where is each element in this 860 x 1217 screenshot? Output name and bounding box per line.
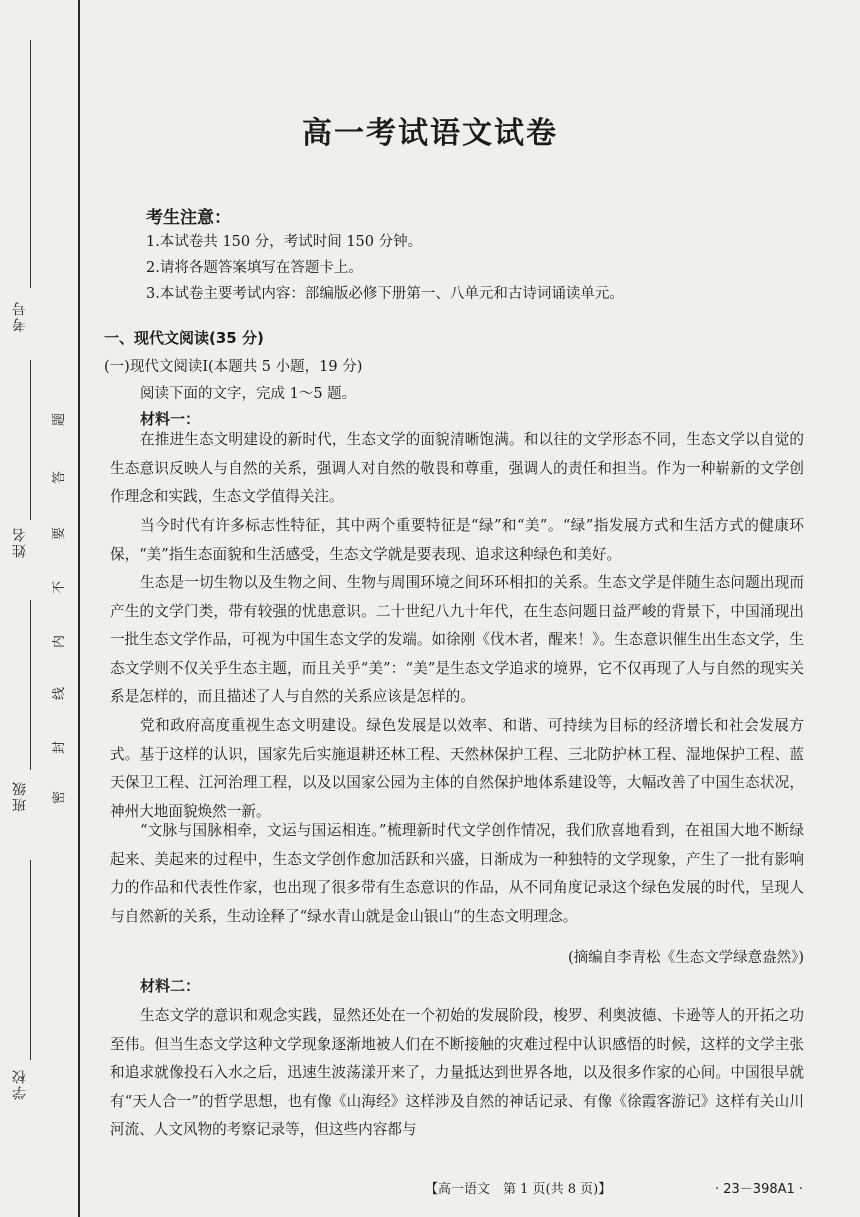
- seal-char: 内: [52, 634, 68, 649]
- exam-number-label: 考号: [12, 300, 28, 332]
- binding-line: [78, 0, 80, 1217]
- material-one-paragraph: 在推进生态文明建设的新时代，生态文学的面貌清晰饱满。和以往的文学形态不同，生态文学以自觉的生态意识反映人与自然的关系，强调人对自然的敬畏和尊重，强调人的责任和担当。作为一种崭新的文学创作理念和实践，生态文学值得关注。: [110, 431, 804, 505]
- seal-char: 封: [52, 740, 68, 755]
- sub-section-heading: (一)现代文阅读Ⅰ(本题共 5 小题，19 分): [104, 359, 363, 375]
- seal-char: 不: [52, 580, 68, 595]
- material-one-paragraph: 党和政府高度重视生态文明建设。绿色发展是以效率、和谐、可持续为目标的经济增长和社会发展方式。基于这样的认识，国家先后实施退耕还林工程、天然林保护工程、三北防护林工程、湿地保护工程、蓝天保卫工程、江河治理工程，以及以国家公园为主体的自然保护地体系建设等，大幅改善了中国生态状况，神州大地面貌焕然一新。: [110, 717, 804, 820]
- seal-char: 线: [52, 686, 68, 701]
- material-one-heading: 材料一：: [140, 410, 201, 428]
- class-line: [30, 600, 31, 770]
- material-one-source: (摘编自李青松《生态文学绿意盎然》): [567, 950, 804, 966]
- notice-item: 3.本试卷主要考试内容：部编版必修下册第一、八单元和古诗词诵读单元。: [146, 286, 624, 302]
- notice-item: 1.本试卷共 150 分，考试时间 150 分钟。: [146, 234, 423, 250]
- name-label: 姓名: [12, 526, 28, 558]
- material-one-paragraph: 当今时代有许多标志性特征，其中两个重要特征是“绿”和“美”。“绿”指发展方式和生活方式的健康环保，“美”指生态面貌和生活感受，生态文学就是要表现、追求这种绿色和美好。: [110, 517, 804, 563]
- material-one-paragraph: 生态是一切生物以及生物之间、生物与周围环境之间环环相扣的关系。生态文学是伴随生态问题出现而产生的文学门类，带有较强的忧患意识。二十世纪八九十年代，在生态问题日益严峻的背景下，中国涌现出一批生态文学作品，可视为中国生态文学的发端。如徐刚《伐木者，醒来！》。生态意识催生出生态文学，生态文学则不仅关乎生态主题，而且关乎“美”：“美”是生态文学追求的境界，它不仅再现了人与自然的现实关系是怎样的，而且描述了人与自然的关系应该是怎样的。: [110, 574, 804, 705]
- class-label: 班级: [12, 780, 28, 812]
- school-label: 学校: [12, 1068, 28, 1100]
- material-one-paragraph: “文脉与国脉相牵，文运与国运相连。”梳理新时代文学创作情况，我们欣喜地看到，在祖国大地不断绿起来、美起来的过程中，生态文学创作愈加活跃和兴盛，日渐成为一种独特的文学现象，产生了一批有影响力的作品和代表性作家，也出现了很多带有生态意识的作品，从不同角度记录这个绿色发展的时代，呈现人与自然新的关系，生动诠释了“绿水青山就是金山银山”的生态文明理念。: [110, 822, 804, 925]
- seal-char: 密: [52, 790, 68, 805]
- seal-char: 要: [52, 526, 68, 541]
- section-heading: 一、现代文阅读(35 分): [104, 329, 264, 347]
- notice-item: 2.请将各题答案填写在答题卡上。: [146, 260, 363, 276]
- exam-number-line: [30, 40, 31, 288]
- name-line: [30, 360, 31, 520]
- page-title: 高一考试语文试卷: [302, 116, 558, 151]
- page-number: 【高一语文 第 1 页(共 8 页)】: [425, 1182, 612, 1197]
- seal-char: 答: [52, 470, 68, 485]
- material-two-paragraph: 生态文学的意识和观念实践，显然还处在一个初始的发展阶段，梭罗、利奥波德、卡逊等人的开拓之功至伟。但当生态文学这种文学现象逐渐地被人们在不断接触的灾难过程中认识感悟的时候，这样的文学主张和追求就像投石入水之后，迅速生波荡漾开来了，力量抵达到世界各地，以及很多作家的心间。中国很早就有“天人合一”的哲学思想，也有像《山海经》这样涉及自然的神话记录、有像《徐霞客游记》这样有关山川河流、人文风物的考察记录等，但这些内容都与: [110, 1007, 804, 1138]
- notice-heading: 考生注意：: [146, 208, 231, 228]
- school-line: [30, 860, 31, 1060]
- seal-char: 题: [52, 412, 68, 427]
- paper-code: · 23－398A1 ·: [715, 1182, 804, 1197]
- reading-instruction: 阅读下面的文字，完成 1～5 题。: [140, 386, 357, 402]
- material-two-heading: 材料二：: [140, 977, 201, 995]
